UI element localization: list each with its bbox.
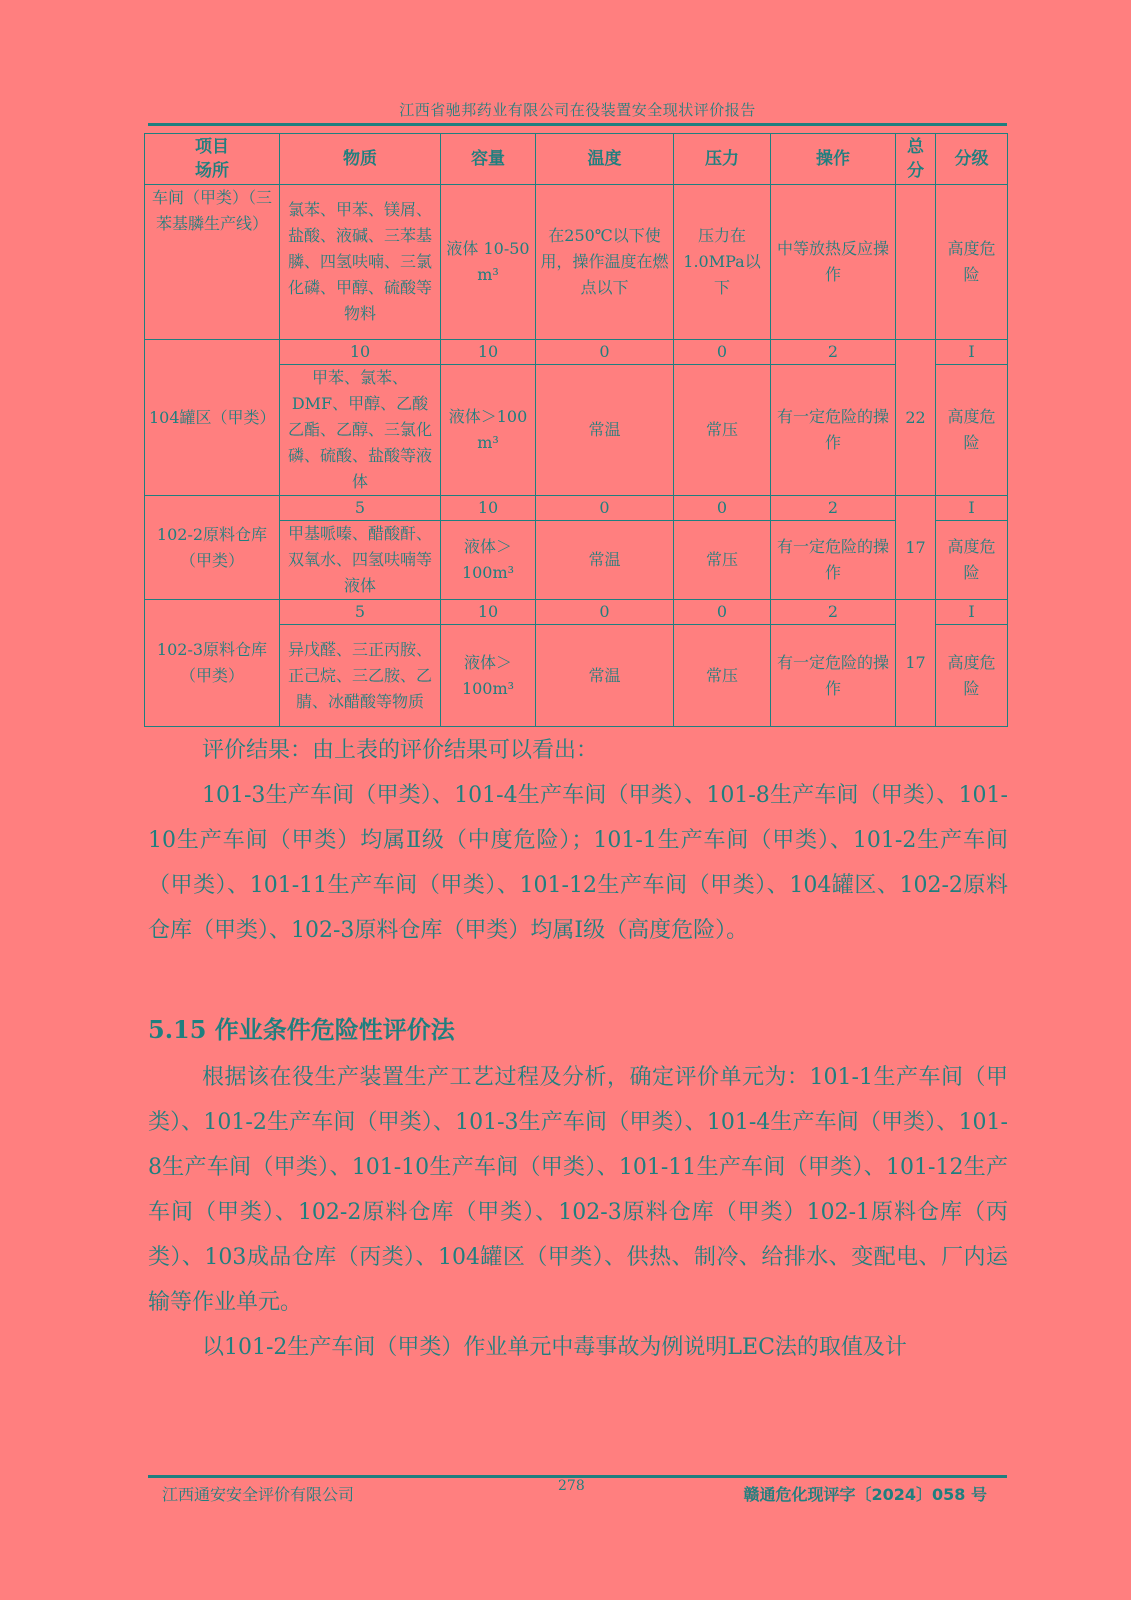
cell-grade: 高度危险 (936, 185, 1008, 340)
cell-temperature: 常温 (536, 625, 674, 727)
header-temperature: 温度 (536, 134, 674, 185)
cell-grade: 高度危险 (936, 521, 1008, 600)
cell-total: 17 (896, 496, 936, 600)
results-paragraph: 101-3生产车间（甲类）、101-4生产车间（甲类）、101-8生产车间（甲类）、101-10生产车间（甲类）均属Ⅱ级（中度危险）；101-1生产车间（甲类）、101-2生产车间（甲类）、101-11生产车间（甲类）、101-12生产车间（甲类）、104罐区、102-2原料仓库（甲类）、102-3原料仓库（甲类）均属Ⅰ级（高度危险）。 (148, 783, 1008, 943)
results-block (148, 728, 1008, 953)
score-grade: I (936, 600, 1008, 625)
table-row (145, 185, 1008, 340)
score-grade: I (936, 496, 1008, 521)
score-capacity: 10 (441, 496, 536, 521)
cell-site: 104罐区（甲类） (145, 340, 280, 496)
cell-substance: 异戊醛、三正丙胺、正己烷、三乙胺、乙腈、冰醋酸等物质 (280, 625, 441, 727)
table-score-row (145, 600, 1008, 625)
page-number: 278 (558, 1478, 585, 1494)
header-total: 总 分 (896, 134, 936, 185)
header-site: 项目 场所 (145, 134, 280, 185)
score-temperature: 0 (536, 496, 674, 521)
score-temperature: 0 (536, 340, 674, 365)
page-footer (148, 1478, 1007, 1506)
score-substance: 10 (280, 340, 441, 365)
score-pressure: 0 (674, 600, 771, 625)
document-header-title: 江西省驰邦药业有限公司在役装置安全现状评价报告 (399, 101, 756, 119)
header-pressure: 压力 (674, 134, 771, 185)
cell-operation: 有一定危险的操作 (771, 365, 896, 496)
cell-substance: 氯苯、甲苯、镁屑、盐酸、液碱、三苯基膦、四氢呋喃、三氯化磷、甲醇、硫酸等物料 (280, 185, 441, 340)
section-heading: 5.15 作业条件危险性评价法 (148, 1015, 455, 1044)
cell-temperature: 常温 (536, 521, 674, 600)
cell-pressure: 压力在1.0MPa以下 (674, 185, 771, 340)
cell-substance: 甲基哌嗪、醋酸酐、双氧水、四氢呋喃等液体 (280, 521, 441, 600)
score-substance: 5 (280, 496, 441, 521)
cell-capacity: 液体＞100 m³ (441, 365, 536, 496)
header-substance: 物质 (280, 134, 441, 185)
results-intro: 评价结果：由上表的评价结果可以看出： (202, 738, 599, 763)
section-paragraph-1: 根据该在役生产装置生产工艺过程及分析，确定评价单元为：101-1生产车间（甲类）、101-2生产车间（甲类）、101-3生产车间（甲类）、101-4生产车间（甲类）、101-8生产车间（甲类）、101-10生产车间（甲类）、101-11生产车间（甲类）、101-12生产车间（甲类）、102-2原料仓库（甲类）、102-3原料仓库（甲类）102-1原料仓库（丙类）、103成品仓库（丙类）、104罐区（甲类）、供热、制冷、给排水、变配电、厂内运输等作业单元。 (148, 1065, 1008, 1315)
header-operation: 操作 (771, 134, 896, 185)
score-temperature: 0 (536, 600, 674, 625)
cell-site: 102-2原料仓库（甲类） (145, 496, 280, 600)
cell-capacity: 液体＞100m³ (441, 521, 536, 600)
score-pressure: 0 (674, 340, 771, 365)
evaluation-table (144, 133, 1008, 727)
score-operation: 2 (771, 600, 896, 625)
cell-operation: 有一定危险的操作 (771, 521, 896, 600)
score-operation: 2 (771, 496, 896, 521)
section-paragraph-2: 以101-2生产车间（甲类）作业单元中毒事故为例说明LEC法的取值及计 (202, 1335, 907, 1360)
cell-pressure: 常压 (674, 521, 771, 600)
cell-pressure: 常压 (674, 365, 771, 496)
cell-grade: 高度危险 (936, 625, 1008, 727)
section-body (148, 1055, 1008, 1370)
cell-capacity: 液体 10-50 m³ (441, 185, 536, 340)
cell-capacity: 液体＞100m³ (441, 625, 536, 727)
cell-total: 22 (896, 340, 936, 496)
cell-site: 102-3原料仓库（甲类） (145, 600, 280, 727)
cell-site: 车间（甲类）（三苯基膦生产线） (145, 185, 280, 340)
footer-company: 江西通安安全评价有限公司 (162, 1485, 355, 1504)
cell-total (896, 185, 936, 340)
header-divider (148, 123, 1007, 126)
cell-substance: 甲苯、氯苯、DMF、甲醇、乙酸乙酯、乙醇、三氯化磷、硫酸、盐酸等液体 (280, 365, 441, 496)
score-substance: 5 (280, 600, 441, 625)
cell-operation: 有一定危险的操作 (771, 625, 896, 727)
table-score-row (145, 496, 1008, 521)
cell-temperature: 在250℃以下使用，操作温度在燃点以下 (536, 185, 674, 340)
table-header-row (145, 134, 1008, 185)
score-operation: 2 (771, 340, 896, 365)
header-capacity: 容量 (441, 134, 536, 185)
cell-temperature: 常温 (536, 365, 674, 496)
cell-operation: 中等放热反应操作 (771, 185, 896, 340)
cell-grade: 高度危险 (936, 365, 1008, 496)
score-grade: I (936, 340, 1008, 365)
score-pressure: 0 (674, 496, 771, 521)
footer-doc-number: 赣通危化现评字〔2024〕058 号 (743, 1485, 987, 1504)
table-score-row (145, 340, 1008, 365)
cell-pressure: 常压 (674, 625, 771, 727)
score-capacity: 10 (441, 600, 536, 625)
cell-total: 17 (896, 600, 936, 727)
score-capacity: 10 (441, 340, 536, 365)
header-grade: 分级 (936, 134, 1008, 185)
